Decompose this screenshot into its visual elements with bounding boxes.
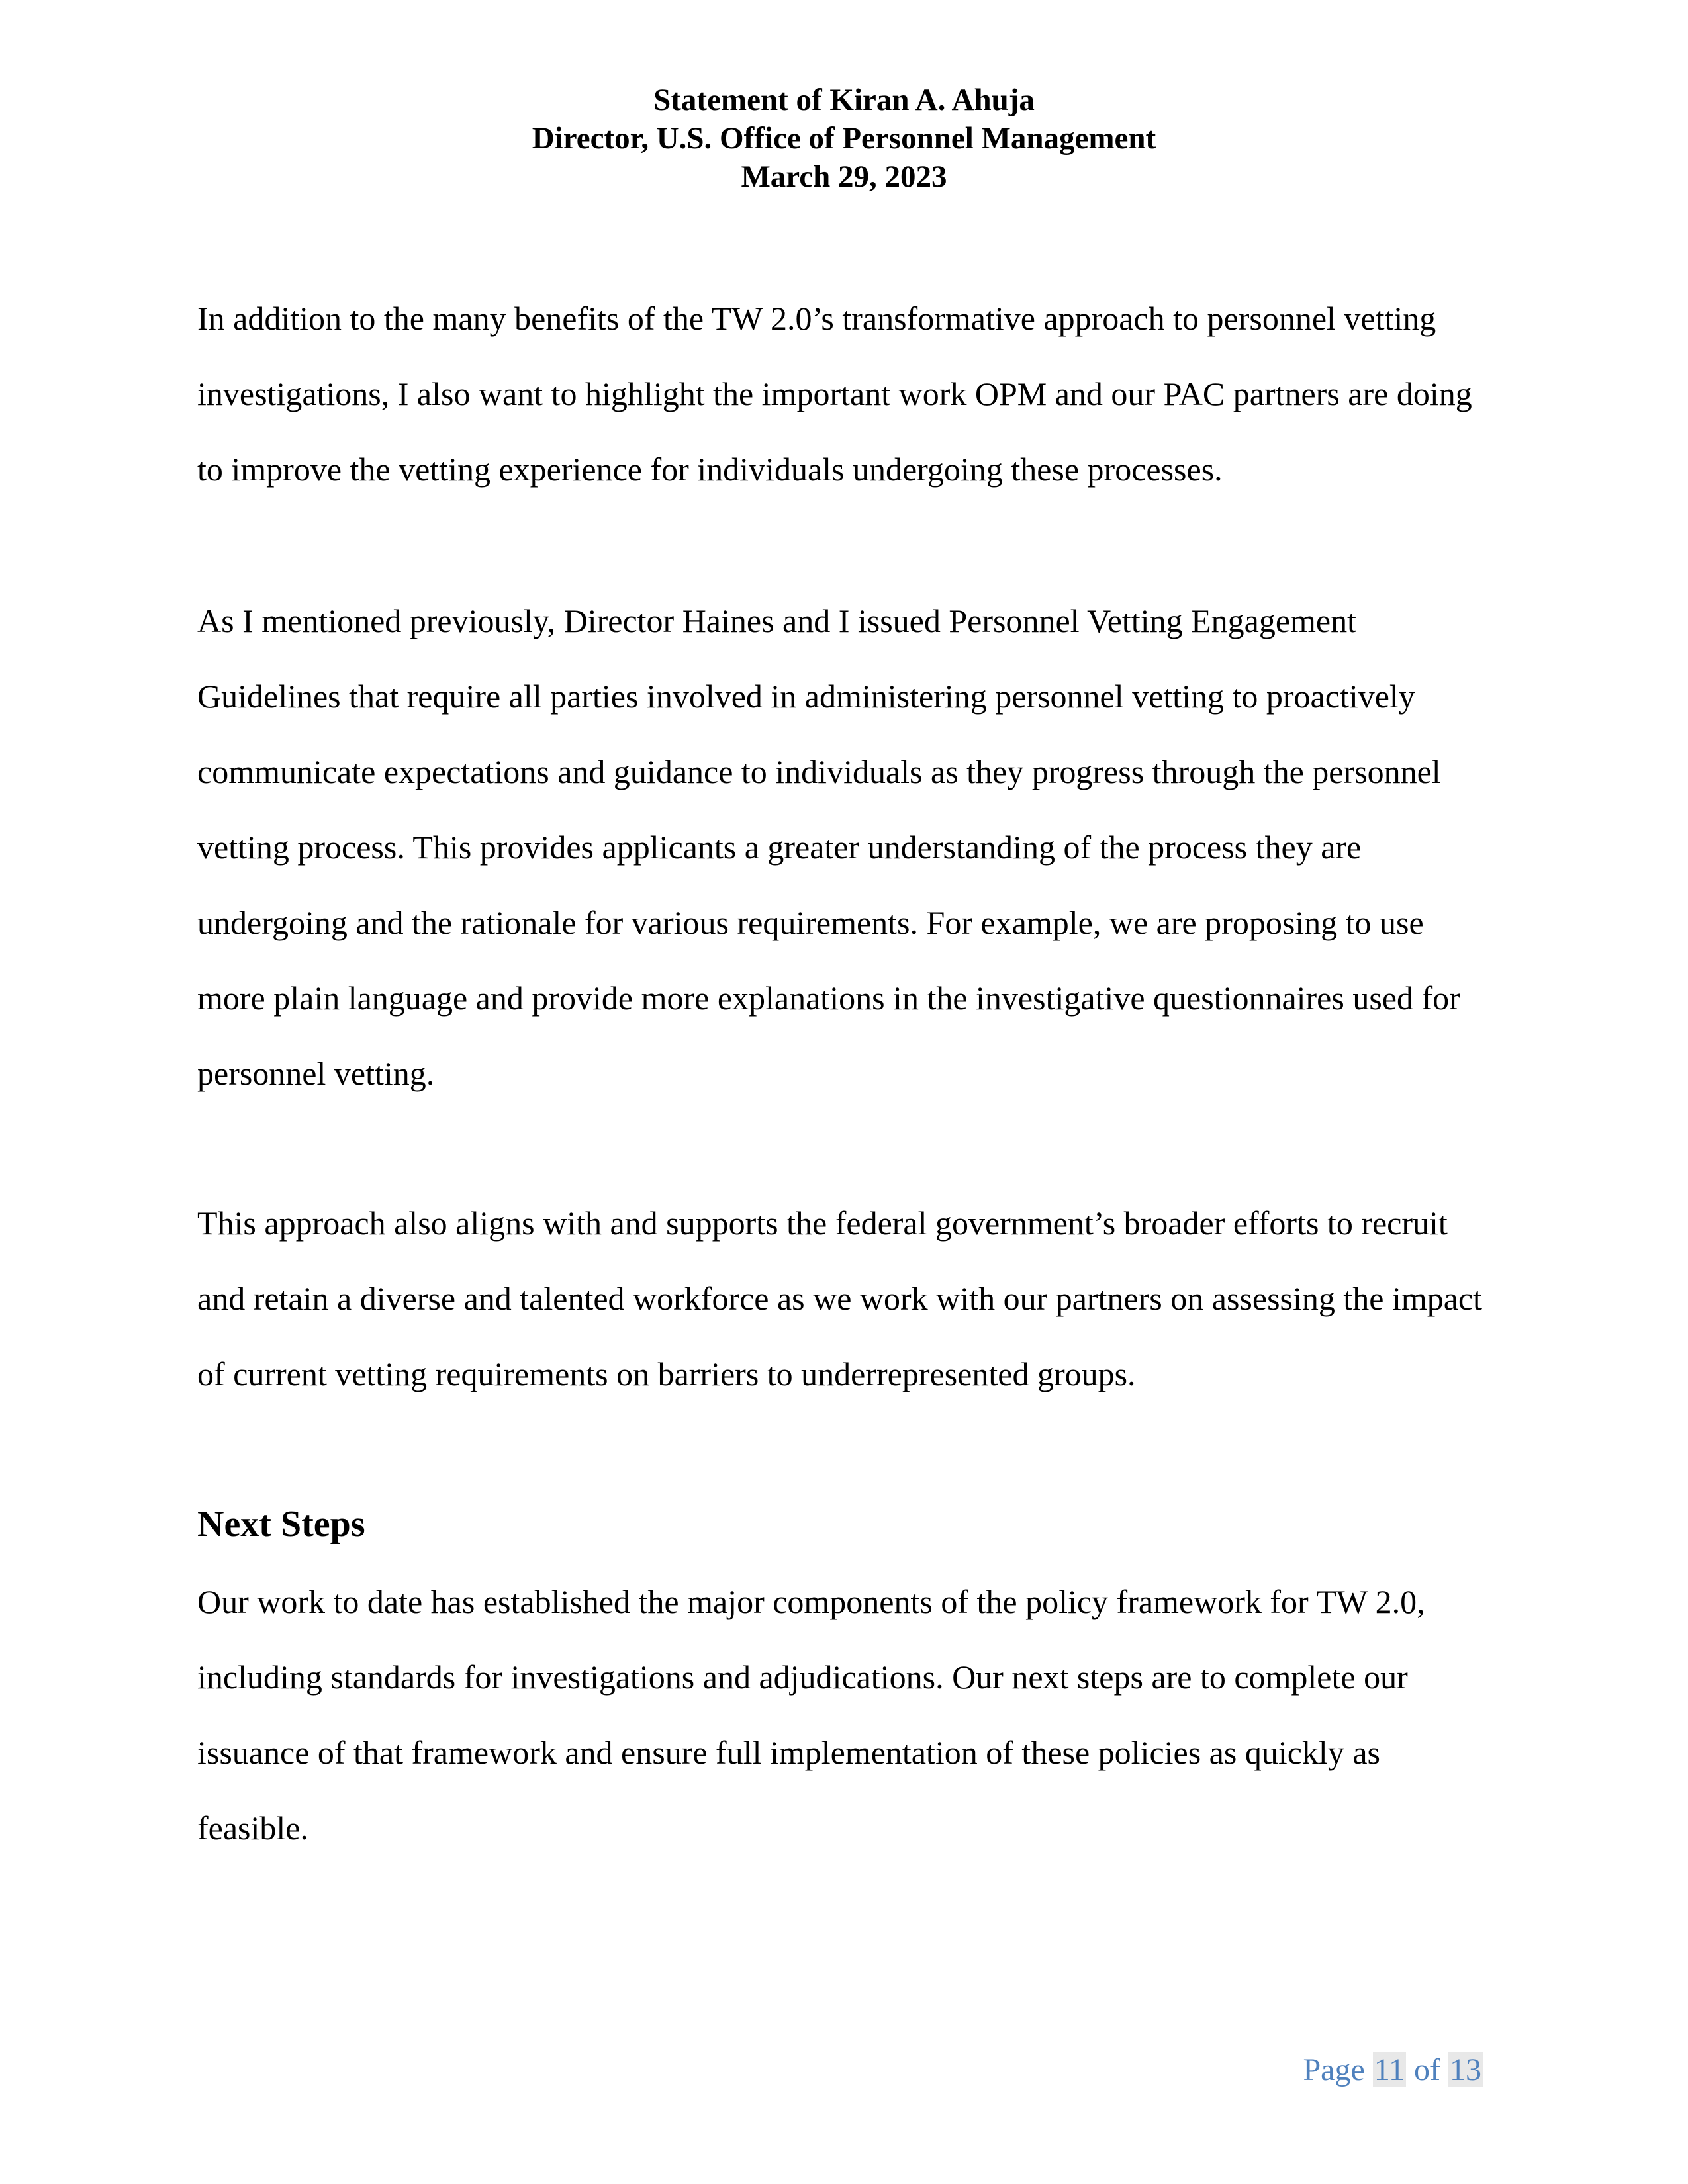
page-number-footer <box>1303 2050 1483 2090</box>
paragraph-line: In addition to the many benefits of the TW 2.0’s transformative approach to personnel vetting <box>197 300 1436 337</box>
header-date: March 29, 2023 <box>741 159 947 194</box>
paragraph-line: As I mentioned previously, Director Haines and I issued Personnel Vetting Engagement <box>197 602 1357 639</box>
of-label: of <box>1414 2052 1440 2087</box>
section-heading: Next Steps <box>197 1504 365 1545</box>
paragraph-line: Guidelines that require all parties involved in administering personnel vetting to proactively <box>197 678 1415 715</box>
paragraph-line: investigations, I also want to highlight the important work OPM and our PAC partners are doing <box>197 375 1472 412</box>
paragraph-line: vetting process. This provides applicants a greater understanding of the process they are <box>197 829 1362 866</box>
paragraph-line: issuance of that framework and ensure full implementation of these policies as quickly as <box>197 1734 1380 1771</box>
paragraph-line: to improve the vetting experience for individuals undergoing these processes. <box>197 451 1223 488</box>
paragraph-line: communicate expectations and guidance to individuals as they progress through the personnel <box>197 753 1441 790</box>
paragraph-line: including standards for investigations and adjudications. Our next steps are to complete our <box>197 1659 1408 1696</box>
paragraph-3 <box>197 1185 1495 1412</box>
statement-header <box>0 81 1688 196</box>
paragraph-line: feasible. <box>197 1809 308 1846</box>
header-subtitle: Director, U.S. Office of Personnel Management <box>532 121 1156 156</box>
paragraph-line: personnel vetting. <box>197 1055 435 1092</box>
paragraph-line: more plain language and provide more explanations in the investigative questionnaires used for <box>197 979 1460 1017</box>
paragraph-line: Our work to date has established the major components of the policy framework for TW 2.0, <box>197 1583 1425 1620</box>
next-steps-section <box>197 1501 1495 1547</box>
header-title: Statement of Kiran A. Ahuja <box>653 83 1035 117</box>
paragraph-line: of current vetting requirements on barriers to underrepresented groups. <box>197 1355 1136 1392</box>
current-page-number: 11 <box>1374 2052 1405 2087</box>
total-page-count: 13 <box>1450 2052 1481 2087</box>
paragraph-line: This approach also aligns with and supports the federal government’s broader efforts to recruit <box>197 1205 1448 1242</box>
paragraph-2 <box>197 583 1495 1111</box>
paragraph-line: and retain a diverse and talented workforce as we work with our partners on assessing the impact <box>197 1280 1483 1317</box>
paragraph-1 <box>197 281 1495 507</box>
next-steps-paragraph <box>197 1564 1495 1866</box>
page-label: Page <box>1303 2052 1365 2087</box>
paragraph-line: undergoing and the rationale for various requirements. For example, we are proposing to use <box>197 904 1424 941</box>
